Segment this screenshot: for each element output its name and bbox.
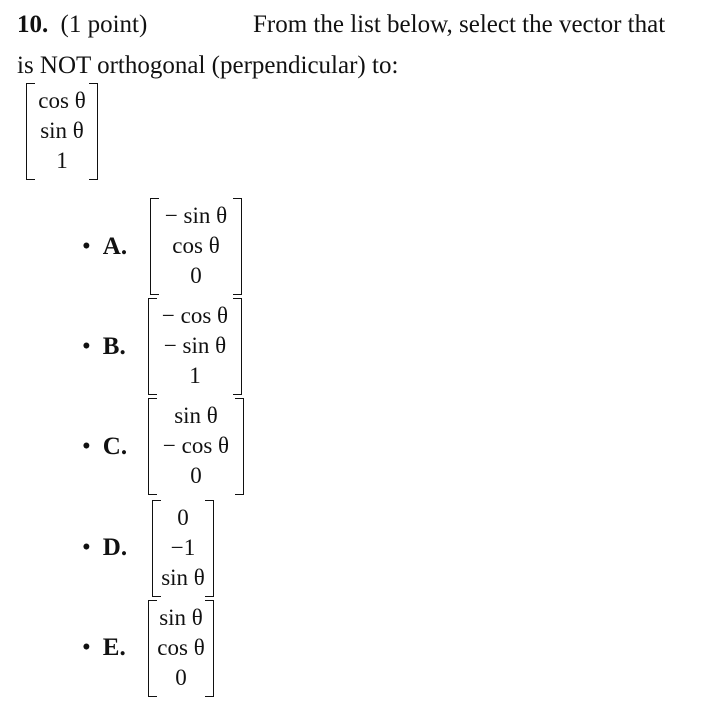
option-d-vector (152, 500, 214, 597)
given-vector (26, 83, 98, 180)
question-number: 10. (17, 11, 49, 38)
option-c[interactable] (82, 432, 127, 462)
vector-entry: sin θ (159, 605, 203, 630)
option-b[interactable] (82, 332, 126, 362)
vector-entry: −1 (170, 535, 196, 560)
vector-entry: cos θ (157, 635, 205, 660)
question-text-line2: is NOT orthogonal (perpendicular) to: (17, 52, 399, 79)
vector-entry: 0 (190, 463, 202, 488)
bullet: • (82, 233, 91, 260)
vector-entry: − cos θ (162, 433, 230, 458)
question-header (17, 8, 697, 42)
option-a-vector (150, 198, 242, 295)
vector-entry: 0 (177, 505, 189, 530)
vector-entry: 1 (189, 363, 201, 388)
option-letter: C. (102, 433, 128, 460)
option-b-vector (148, 298, 242, 395)
option-a[interactable] (82, 232, 127, 262)
bullet: • (82, 333, 91, 360)
bullet: • (82, 634, 91, 661)
vector-entry: sin θ (40, 118, 84, 143)
vector-entry: 0 (190, 263, 202, 288)
bullet: • (82, 534, 91, 561)
vector-entry: cos θ (38, 88, 86, 113)
bullet: • (82, 433, 91, 460)
vector-entry: sin θ (174, 403, 218, 428)
option-e[interactable] (82, 633, 126, 663)
option-letter: E. (102, 634, 126, 661)
option-e-vector (148, 600, 214, 697)
vector-entry: − sin θ (164, 203, 228, 228)
vector-entry: 1 (56, 148, 68, 173)
option-c-vector (148, 398, 244, 495)
option-letter: A. (102, 233, 128, 260)
option-d[interactable] (82, 533, 127, 563)
question-text-line1: From the list below, select the vector that (253, 11, 666, 38)
option-letter: D. (102, 534, 128, 561)
vector-entry: sin θ (161, 565, 205, 590)
question-points: (1 point) (60, 11, 148, 38)
vector-entry: cos θ (172, 233, 220, 258)
vector-entry: 0 (175, 665, 187, 690)
vector-entry: − cos θ (161, 303, 229, 328)
vector-entry: − sin θ (163, 333, 227, 358)
option-letter: B. (102, 333, 126, 360)
